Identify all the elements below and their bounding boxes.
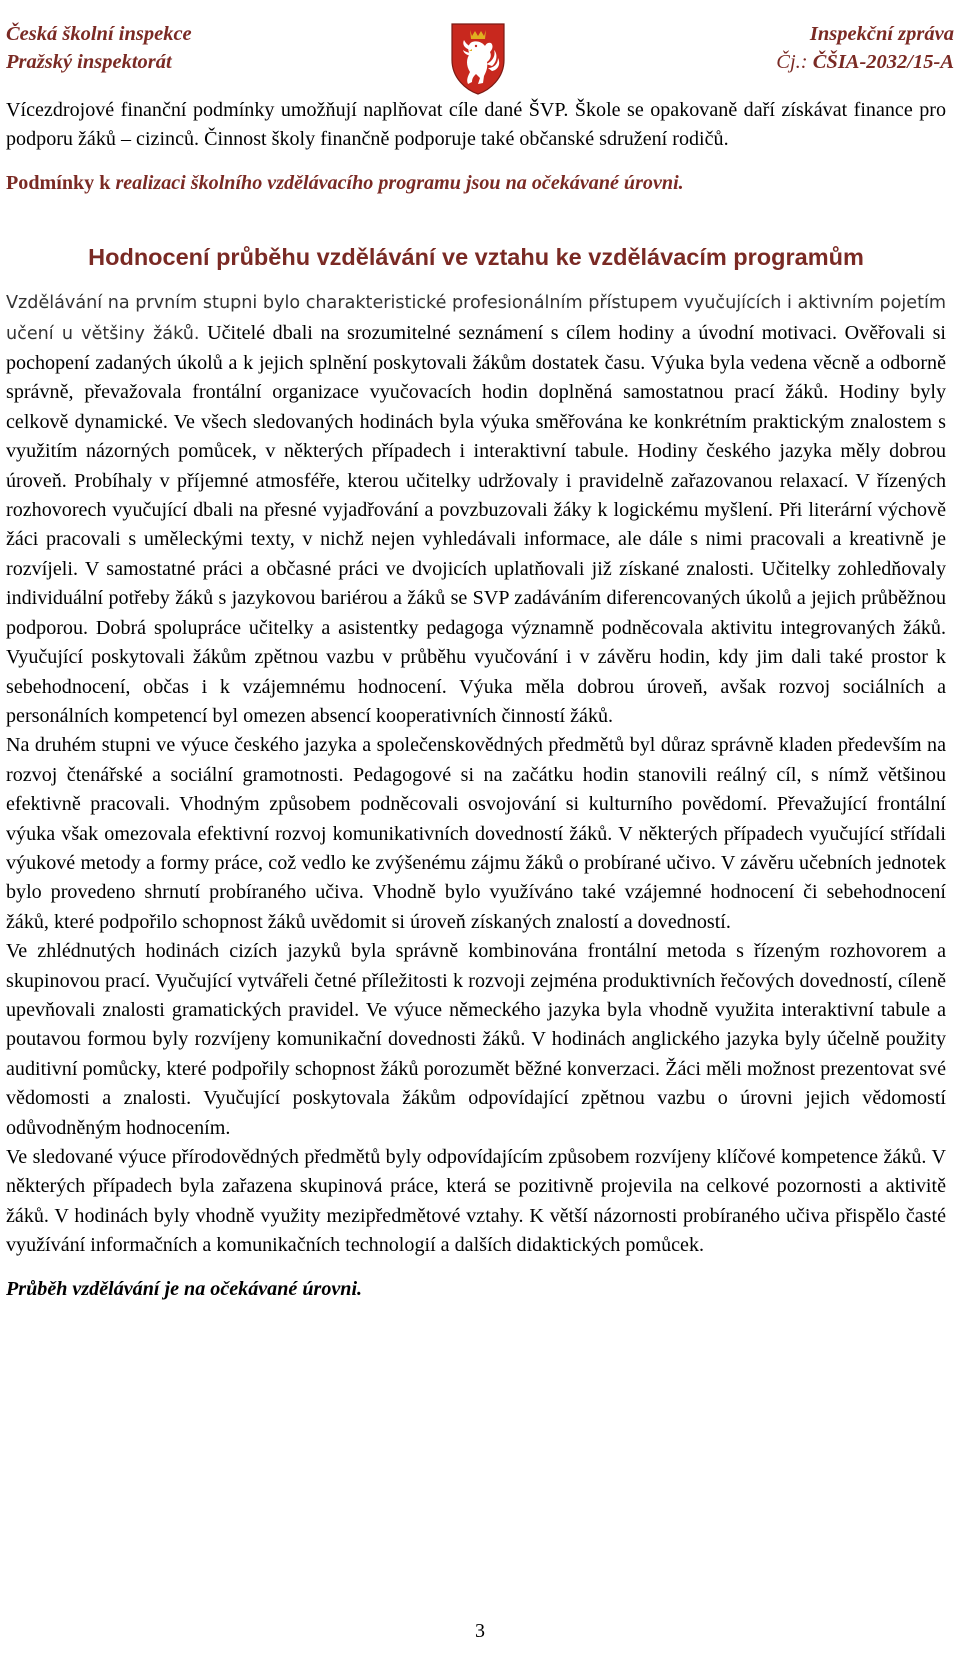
header-reference: [776, 48, 954, 76]
conditions-verdict-italic: realizaci školního vzdělávacího programu jsou na očekávané úrovni.: [115, 171, 684, 194]
intro-paragraph: Vícezdrojové finanční podmínky umožňují naplňovat cíle dané ŠVP. Škole se opakovaně daří získávat finance pro podporu žáků – cizinců. Činnost školy finančně podporuje také občanské sdružení rodičů.: [6, 99, 946, 151]
header-org-name: Česká školní inspekce: [6, 23, 192, 45]
paragraph-second-stage: Na druhém stupni ve výuce českého jazyka a společenskovědných předmětů byl důraz správně kladen především na rozvoj čtenářské a sociální gramotnosti. Pedagogové si na začátku hodin stanovili reálný cíl, s nímž většinou efektivně pracovali. Vhodným způsobem podněcovali osvojování si kulturního povědomí. Převažující frontální výuka však omezovala efektivní rozvoj komunikativních dovedností žáků. V některých případech vyučující střídali výukové metody a formy práce, což vedlo ke zvýšenému zájmu žáků o probírané učivo. V závěru učebních jednotek bylo provedeno shrnutí probíraného učiva. Vhodně bylo využíváno také vzájemné hodnocení či sebehodnocení žáků, které podpořilo schopnost žáků uvědomit si úroveň získaných znalostí a dovedností.: [6, 734, 946, 933]
document-body: [6, 96, 946, 1304]
paragraph-natural-sciences: Ve sledované výuce přírodovědných předmětů byly odpovídajícím způsobem rozvíjeny klíčové kompetence žáků. V některých případech byla zařazena skupinová práce, která se pozitivně projevila na celkové pozornosti a aktivitě žáků. V hodinách byly vhodně využity mezipředmětové vztahy. K větší názornosti probíraného učiva přispělo časté využívání informačních a komunikačních technologií a dalších didaktických pomůcek.: [6, 1146, 946, 1257]
header-reference-prefix: Čj.:: [776, 51, 813, 73]
page-number: 3: [475, 1620, 485, 1642]
education-verdict: Průběh vzdělávání je na očekávané úrovni.: [6, 1277, 363, 1300]
header-document-type: Inspekční zpráva: [809, 23, 954, 45]
header-org-unit: Pražský inspektorát: [6, 51, 172, 73]
paragraph-foreign-languages: Ve zhlédnutých hodinách cizích jazyků byla správně kombinována frontální metoda s řízeným rozhovorem a skupinovou prací. Vyučující vytvářeli četné příležitosti k rozvoji zejména produktivních řečových dovedností, cíleně upevňovali znalosti gramatických pravidel. Ve výuce německého jazyka byla vhodně využita interaktivní tabule a poutavou formou byly rozvíjeny komunikační dovednosti žáků. V hodinách anglického jazyka byly účelně použity auditivní pomůcky, které podpořily schopnost žáků porozumět běžné konverzaci. Žáci měli možnost prezentovat své vědomosti a znalosti. Vyučující poskytovala žákům odpovídající zpětnou vazbu o úrovni jejich vědomostí odůvodněným hodnocením.: [6, 940, 946, 1139]
header-document-info: [776, 20, 954, 76]
czech-lion-coat-of-arms-icon: [448, 20, 508, 96]
paragraph-first-stage: [6, 288, 946, 731]
conditions-verdict-start: Podmínky k: [6, 171, 116, 194]
conditions-verdict: [6, 169, 946, 198]
header-organization: [6, 20, 192, 76]
page-header: [6, 20, 954, 80]
header-reference-number: ČŠIA-2032/15-A: [812, 51, 954, 73]
paragraph-first-stage-lead: Vzdělávání na prvním stupni bylo charakteristické profesionálním přístupem vyučujících i aktivním pojetím učení u většiny žáků.: [6, 293, 946, 344]
paragraph-first-stage-rest: Učitelé dbali na srozumitelné seznámení s cílem hodiny a úvodní motivaci. Ověřovali si pochopení zadaných úkolů a k jejich splnění poskytovali žákům dostatek času. Výuka byla vedena věcně a odborně správně, převažovala frontální organizace vyučovacích hodin doplněná samostatnou prací žáků. Hodiny byly celkově dynamické. Ve všech sledovaných hodinách byla výuka směřována ke konkrétním praktickým znalostem s využitím názorných pomůcek, v některých případech i interaktivní tabule. Hodiny českého jazyka měly dobrou úroveň. Probíhaly v příjemné atmosféře, kterou učitelky udržovaly i pravidelně zařazovanou relaxací. V řízených rozhovorech vyučující dbali na přesné vyjadřování a povzbuzovali žáky k logickému myšlení. Při literární výchově žáci pracovali s uměleckými texty, v nichž nejen vyhledávali informace, ale dále s nimi pracovali a kreativně je rozvíjeli. V samostatné práci a občasné práci ve dvojicích uplatňovali již získané znalosti. Učitelky zohledňovaly individuální potřeby žáků s jazykovou bariérou a žáků se SVP zadáváním diferencovaných úkolů a jejich průběžnou podporou. Dobrá spolupráce učitelky a asistentky pedagoga významně podněcovala aktivitu integrovaných žáků. Vyučující poskytovali žákům zpětnou vazbu v průběhu vyučování i v závěru hodin, kdy jim dali také prostor k sebehodnocení, občas i k vzájemnému hodnocení. Výuka měla dobrou úroveň, avšak rozvoj sociálních a personálních kompetencí byl omezen absencí kooperativních činností žáků.: [6, 321, 946, 727]
section-heading: Hodnocení průběhu vzdělávání ve vztahu ke vzdělávacím programům: [88, 244, 864, 271]
